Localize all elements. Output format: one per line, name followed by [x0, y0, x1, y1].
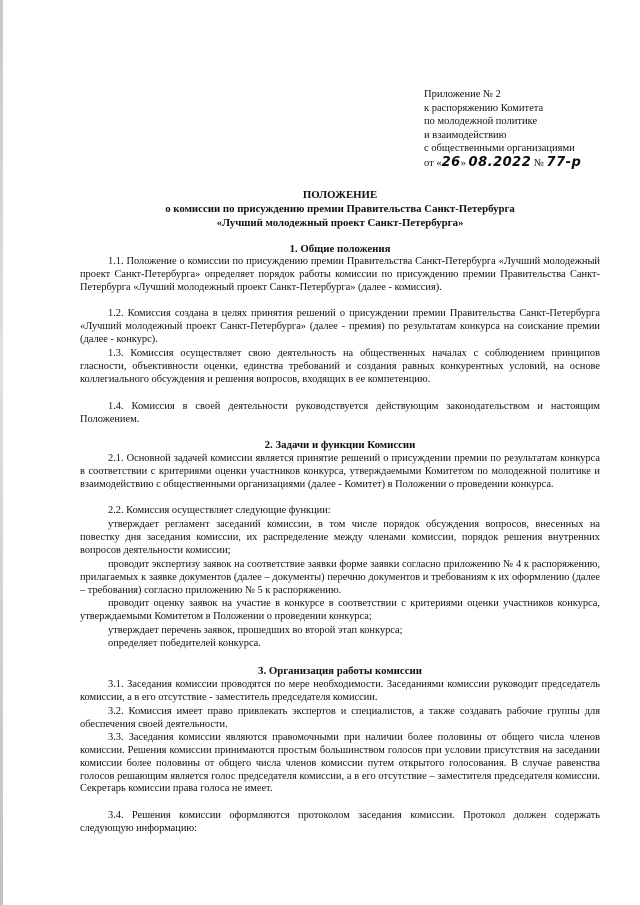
title-subtitle-2: «Лучший молодежный проект Санкт-Петербурга» — [216, 217, 464, 229]
appendix-line: и взаимодействию — [424, 129, 507, 141]
paragraph-3-2: 3.2. Комиссия имеет право привлекать экспертов и специалистов, а также создавать рабочие группы для обеспечения своей деятельности. — [80, 706, 600, 730]
section-heading-1: 1. Общие положения — [289, 243, 391, 255]
paragraph-2-2d: утверждает перечень заявок, прошедших во второй этап конкурса; — [108, 625, 403, 636]
handwritten-month-year: 08.2022 — [468, 154, 532, 170]
date-prefix: от « — [424, 157, 442, 169]
scan-edge — [0, 0, 3, 905]
title-main: ПОЛОЖЕНИЕ — [302, 189, 378, 201]
section-heading-3: 3. Организация работы комиссии — [258, 665, 422, 677]
paragraph-2-2e: определяет победителей конкурса. — [108, 638, 261, 649]
paragraph-2-2: 2.2. Комиссия осуществляет следующие функции: — [108, 505, 331, 516]
handwritten-order-number: 77-р — [546, 154, 582, 170]
appendix-date-line — [424, 156, 634, 171]
paragraph-2-2a: утверждает регламент заседаний комиссии, в том числе порядок обсуждения вопросов, внесенных на повестку дня заседания комиссии, их распределение между членами комиссии, порядок решения внутренних вопросов деятельности комиссии; — [80, 519, 600, 556]
paragraph-3-1: 3.1. Заседания комиссии проводятся по мере необходимости. Заседаниями комиссии руководит председатель комиссии, а в его отсутствие - заместитель председателя комиссии. — [80, 679, 600, 703]
handwritten-day: 26 — [441, 154, 461, 170]
date-number-sign: № — [531, 157, 547, 169]
paragraph-1-2: 1.2. Комиссия создана в целях принятия решений о присуждении премии Правительства Санкт-Петербурга «Лучший молодежный проект Санкт-Петербурга» (далее - премия) по результатам конкурса на соискание премии (далее - конкурс). — [80, 308, 600, 345]
paragraph-2-2c: проводит оценку заявок на участие в конкурсе в соответствии с критериями оценки участников конкурса, утверждаемыми Комитетом в Положении о проведении конкурса; — [80, 598, 600, 622]
paragraph-2-1: 2.1. Основной задачей комиссии является принятие решений о присуждении премии по результатам конкурса в соответствии с критериями оценки участников конкурса, утверждаемыми Комитетом по молодежной политике и взаимодействию с общественными организациями (далее - Комитет) в Положении о проведении конкурса. — [80, 453, 600, 490]
section-heading-2: 2. Задачи и функции Комиссии — [264, 439, 416, 451]
document-title — [80, 188, 600, 230]
paragraph-1-1: 1.1. Положение о комиссии по присуждению премии Правительства Санкт-Петербурга «Лучший молодежный проект Санкт-Петербурга» определяет порядок работы комиссии по присуждению премии Правительства Санкт-Петербурга «Лучший молодежный проект Санкт-Петербурга» (далее - комиссия). — [80, 256, 600, 293]
appendix-line: с общественными организациями — [424, 143, 575, 155]
appendix-line: Приложение № 2 — [424, 89, 501, 100]
paragraph-3-4: 3.4. Решения комиссии оформляются протоколом заседания комиссии. Протокол должен содержать следующую информацию: — [80, 810, 600, 834]
title-subtitle-1: о комиссии по присуждению премии Правительства Санкт-Петербурга — [165, 203, 515, 215]
appendix-block — [424, 88, 634, 171]
paragraph-3-3: 3.3. Заседания комиссии являются правомочными при наличии более половины от общего числа членов комиссии. Решения комиссии принимаются простым большинством голосов при условии присутствия на заседании комиссии более половины от общего числа членов комиссии путем открытого голосования. В случае равенства голосов решающим является голос председателя комиссии, а в его отсутствие – заместителя председателя комиссии. Секретарь комиссии права голоса не имеет. — [80, 732, 600, 795]
appendix-line: по молодежной политике — [424, 116, 538, 128]
paragraph-1-3: 1.3. Комиссия осуществляет свою деятельность на общественных началах с соблюдением принципов гласности, объективности оценки, единства требований и создания равных конкурентных условий, на основе коллегиального обсуждения и решения вопросов, входящих в ее компетенцию. — [80, 348, 600, 385]
date-mid: » — [460, 157, 469, 169]
paragraph-2-2b: проводит экспертизу заявок на соответствие заявки форме заявки согласно приложению № 4 к распоряжению, прилагаемых к заявке документов (далее – документы) перечню документов и требованиям к их оформлению (далее – требования) согласно приложению № 5 к распоряжению. — [80, 559, 600, 596]
paragraph-1-4: 1.4. Комиссия в своей деятельности руководствуется действующим законодательством и настоящим Положением. — [80, 401, 600, 425]
appendix-line: к распоряжению Комитета — [424, 102, 544, 114]
